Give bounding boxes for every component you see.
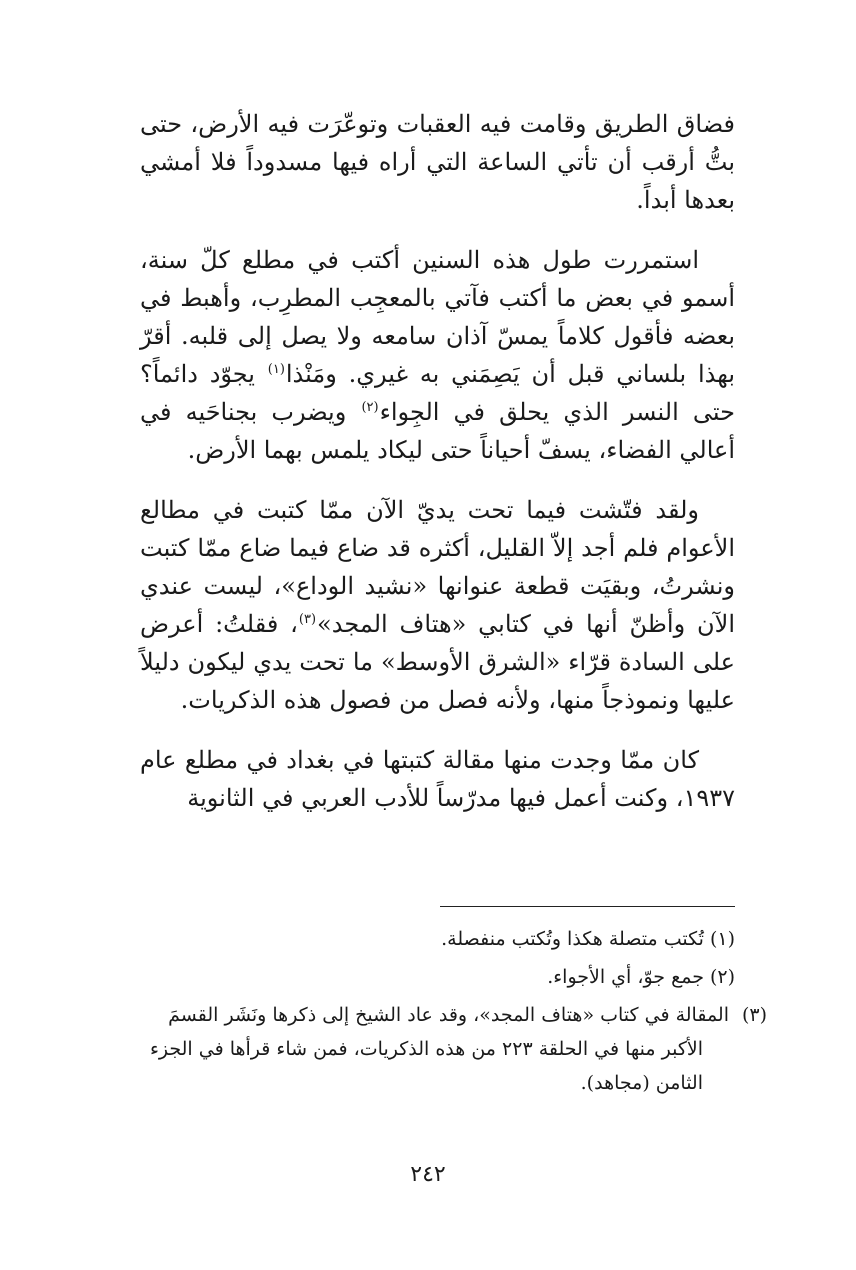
paragraph-2 bbox=[140, 241, 735, 469]
paragraph-3-part-2: ، فقلتُ: أعرض على السادة قرّاء «الشرق الأوسط» ما تحت يدي ليكون دليلاً عليها ونموذجاً منها، ولأنه فصل من فصول هذه الذكريات. bbox=[140, 610, 735, 714]
paragraph-1-text: فضاق الطريق وقامت فيه العقبات وتوعّرَت فيه الأرض، حتى بتُّ أرقب أن تأتي الساعة التي أراه فيها مسدوداً فلا أمشي بعدها أبداً. bbox=[140, 110, 735, 214]
footnote-2-text: جمع جوّ، أي الأجواء. bbox=[547, 966, 704, 988]
footnote-ref-1: (١) bbox=[267, 362, 285, 377]
paragraph-2-part-3: ويضرب بجناحَيه في أعالي الفضاء، يسفّ أحياناً حتى ليكاد يلمس بهما الأرض. bbox=[140, 398, 735, 464]
footnote-3: (٣)المقالة في كتاب «هتاف المجد»، وقد عاد الشيخ إلى ذكرها ونَشَر القسمَ الأكبر منها في الحلقة ٢٢٣ من هذه الذكريات، فمن شاء قرأها في الجزء الثامن (مجاهد). bbox=[149, 1004, 767, 1094]
paragraph-2-part-1: استمررت طول هذه السنين أكتب في مطلع كلّ سنة، أسمو في بعض ما أكتب فآتي بالمعجِب المطرِب، وأهبط في بعضه فأقول كلاماً يمسّ آذان سامعه ولا يصل إلى قلبه. أقرّ بهذا بلساني قبل أن يَصِمَني به غيري. ومَنْذا bbox=[140, 246, 736, 388]
footnote-1 bbox=[140, 922, 735, 956]
footnote-2-number: (٢) bbox=[709, 966, 735, 988]
paragraph-3 bbox=[140, 491, 735, 719]
paragraph-4-text: كان ممّا وجدت منها مقالة كتبتها في بغداد في مطلع عام ١٩٣٧، وكنت أعمل فيها مدرّساً للأدب العربي في الثانوية bbox=[140, 746, 735, 812]
page-number: ٢٤٢ bbox=[410, 1162, 446, 1187]
footnote-ref-2: (٢) bbox=[361, 400, 379, 415]
footnotes bbox=[140, 922, 767, 1104]
paragraph-1 bbox=[140, 105, 735, 219]
paragraph-4 bbox=[140, 741, 735, 817]
footnote-2 bbox=[140, 960, 735, 994]
body-text bbox=[140, 105, 735, 817]
footnote-1-number: (١) bbox=[709, 928, 735, 950]
footnote-1-text: تُكتب متصلة هكذا وتُكتب منفصلة. bbox=[441, 928, 704, 950]
footnote-3-text: المقالة في كتاب «هتاف المجد»، وقد عاد الشيخ إلى ذكرها ونَشَر القسمَ الأكبر منها في الحلقة ٢٢٣ من هذه الذكريات، فمن شاء قرأها في الجزء الثامن (مجاهد). bbox=[149, 1004, 729, 1094]
footnote-ref-3: (٣) bbox=[298, 612, 317, 627]
paragraph-3-part-1: ولقد فتّشت فيما تحت يديّ الآن ممّا كتبت في مطالع الأعوام فلم أجد إلاّ القليل، أكثره قد ضاع فيما ضاع ممّا كتبت ونشرتُ، وبقيَت قطعة عنوانها «نشيد الوداع»، ليست عندي الآن وأظنّ أنها في كتابي «هتاف المجد» bbox=[140, 496, 735, 638]
footnote-separator bbox=[440, 906, 735, 907]
paragraph-2-part-2: يجوّد دائماً؟ حتى النسر الذي يحلق في الجِواء bbox=[140, 360, 735, 426]
